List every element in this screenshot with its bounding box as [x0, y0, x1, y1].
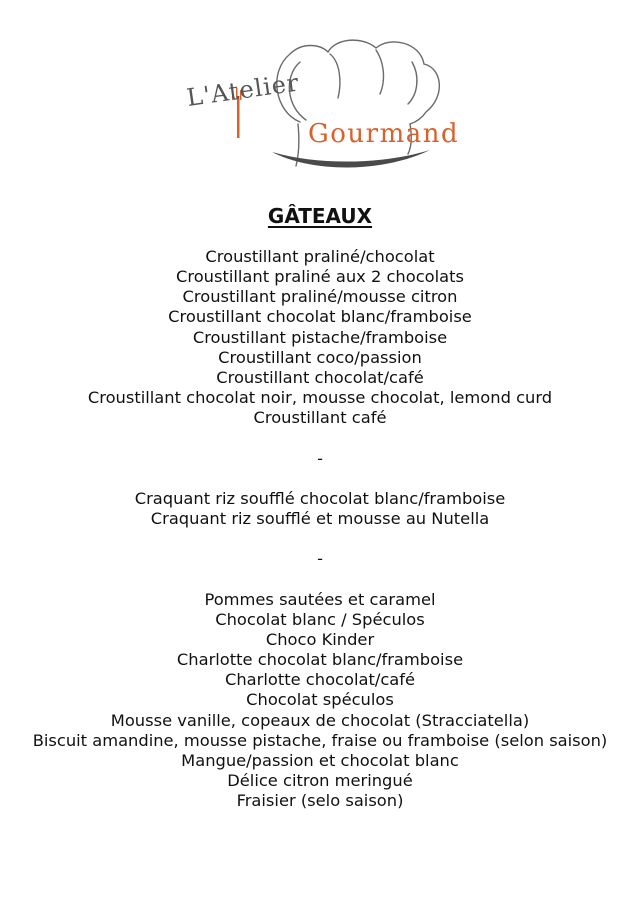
brand-logo — [180, 32, 470, 182]
menu-item: Pommes sautées et caramel — [204, 589, 436, 609]
menu-item: Chocolat blanc / Spéculos — [215, 609, 425, 629]
section-separator: - — [317, 448, 323, 468]
page-title: GÂTEAUX — [267, 204, 373, 228]
menu-item: Biscuit amandine, mousse pistache, fraise ou framboise (selon saison) — [32, 730, 608, 750]
menu-item: Délice citron meringué — [227, 771, 413, 790]
brand-line-2: Gourmand — [308, 119, 460, 149]
menu-item: Croustillant chocolat/café — [216, 367, 424, 387]
menu-item: Croustillant coco/passion — [218, 347, 422, 367]
menu-item: Croustillant pistache/framboise — [192, 327, 448, 347]
section-separator: - — [317, 549, 323, 569]
menu-item: Croustillant café — [253, 408, 387, 428]
menu-item: Craquant riz soufflé et mousse au Nutella — [150, 509, 490, 528]
blank-line — [0, 569, 640, 589]
menu-item: Chocolat spéculos — [246, 690, 394, 710]
menu-item: Croustillant praliné/chocolat — [205, 247, 435, 266]
brand-line-1: L'Atelier — [184, 68, 302, 112]
menu-item: Croustillant praliné aux 2 chocolats — [176, 267, 464, 287]
menu-item: Choco Kinder — [265, 629, 375, 649]
menu-item: Fraisier (selo saison) — [236, 791, 404, 811]
menu-item: Croustillant praliné/mousse citron — [182, 287, 458, 307]
blank-line — [0, 529, 640, 549]
menu-item: Craquant riz soufflé chocolat blanc/framboise — [134, 488, 506, 508]
menu-item: Mangue/passion et chocolat blanc — [181, 750, 459, 770]
blank-line — [0, 428, 640, 448]
menu-item: Croustillant chocolat blanc/framboise — [168, 307, 472, 327]
chef-hat-fork-icon — [180, 32, 470, 182]
menu-item: Charlotte chocolat/café — [225, 670, 415, 690]
cake-menu-list — [0, 247, 640, 811]
menu-item: Charlotte chocolat blanc/framboise — [176, 650, 464, 670]
menu-item: Mousse vanille, copeaux de chocolat (Stracciatella) — [110, 710, 530, 730]
blank-line — [0, 469, 640, 489]
menu-item: Croustillant chocolat noir, mousse chocolat, lemond curd — [87, 388, 553, 408]
